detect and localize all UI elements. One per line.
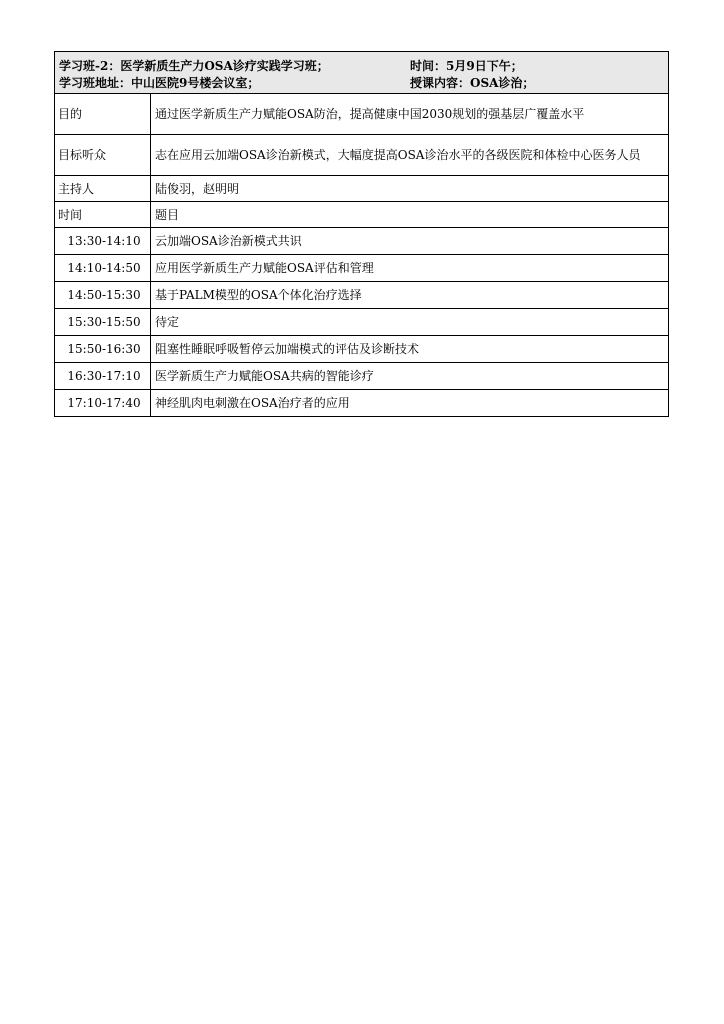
session-topic: 待定 <box>155 315 180 329</box>
schedule-row <box>55 255 668 282</box>
column-header-time: 时间 <box>55 202 151 227</box>
row-value: 陆俊羽，赵明明 <box>155 181 240 196</box>
audience-row <box>55 135 668 176</box>
host-row <box>55 176 668 202</box>
course-content: 授课内容：OSA诊治； <box>410 76 535 90</box>
session-time: 15:30-15:50 <box>55 309 151 335</box>
header-line-2 <box>59 75 664 92</box>
schedule-row <box>55 309 668 336</box>
schedule-row <box>55 228 668 255</box>
row-label: 目的 <box>55 94 151 134</box>
course-title: 学习班-2：医学新质生产力OSA诊疗实践学习班； <box>59 59 329 73</box>
session-topic: 云加端OSA诊治新模式共识 <box>155 234 302 248</box>
session-time: 16:30-17:10 <box>55 363 151 389</box>
program-header <box>55 52 668 94</box>
course-address: 学习班地址：中山医院9号楼会议室； <box>59 76 260 90</box>
session-topic: 神经肌肉电刺激在OSA治疗者的应用 <box>155 396 350 410</box>
row-label: 目标听众 <box>55 135 151 175</box>
session-topic: 医学新质生产力赋能OSA共病的智能诊疗 <box>155 369 374 383</box>
schedule-row <box>55 363 668 390</box>
session-time: 14:50-15:30 <box>55 282 151 308</box>
header-line-1 <box>59 58 664 75</box>
session-topic: 基于PALM模型的OSA个体化治疗选择 <box>155 288 362 302</box>
session-time: 13:30-14:10 <box>55 228 151 254</box>
session-time: 17:10-17:40 <box>55 390 151 416</box>
schedule-header-row <box>55 202 668 228</box>
row-label: 主持人 <box>55 176 151 201</box>
session-topic: 阻塞性睡眠呼吸暂停云加端模式的评估及诊断技术 <box>155 342 420 356</box>
schedule-row <box>55 336 668 363</box>
schedule-row <box>55 390 668 416</box>
course-time: 时间：5月9日下午； <box>410 59 523 73</box>
purpose-row <box>55 94 668 135</box>
schedule-row <box>55 282 668 309</box>
program-table <box>54 51 669 417</box>
session-time: 14:10-14:50 <box>55 255 151 281</box>
row-value: 志在应用云加端OSA诊治新模式，大幅度提高OSA诊治水平的各级医院和体检中心医务人员 <box>155 148 641 162</box>
session-topic: 应用医学新质生产力赋能OSA评估和管理 <box>155 261 374 275</box>
column-header-topic: 题目 <box>155 207 180 222</box>
session-time: 15:50-16:30 <box>55 336 151 362</box>
row-value: 通过医学新质生产力赋能OSA防治，提高健康中国2030规划的强基层广覆盖水平 <box>155 107 585 121</box>
